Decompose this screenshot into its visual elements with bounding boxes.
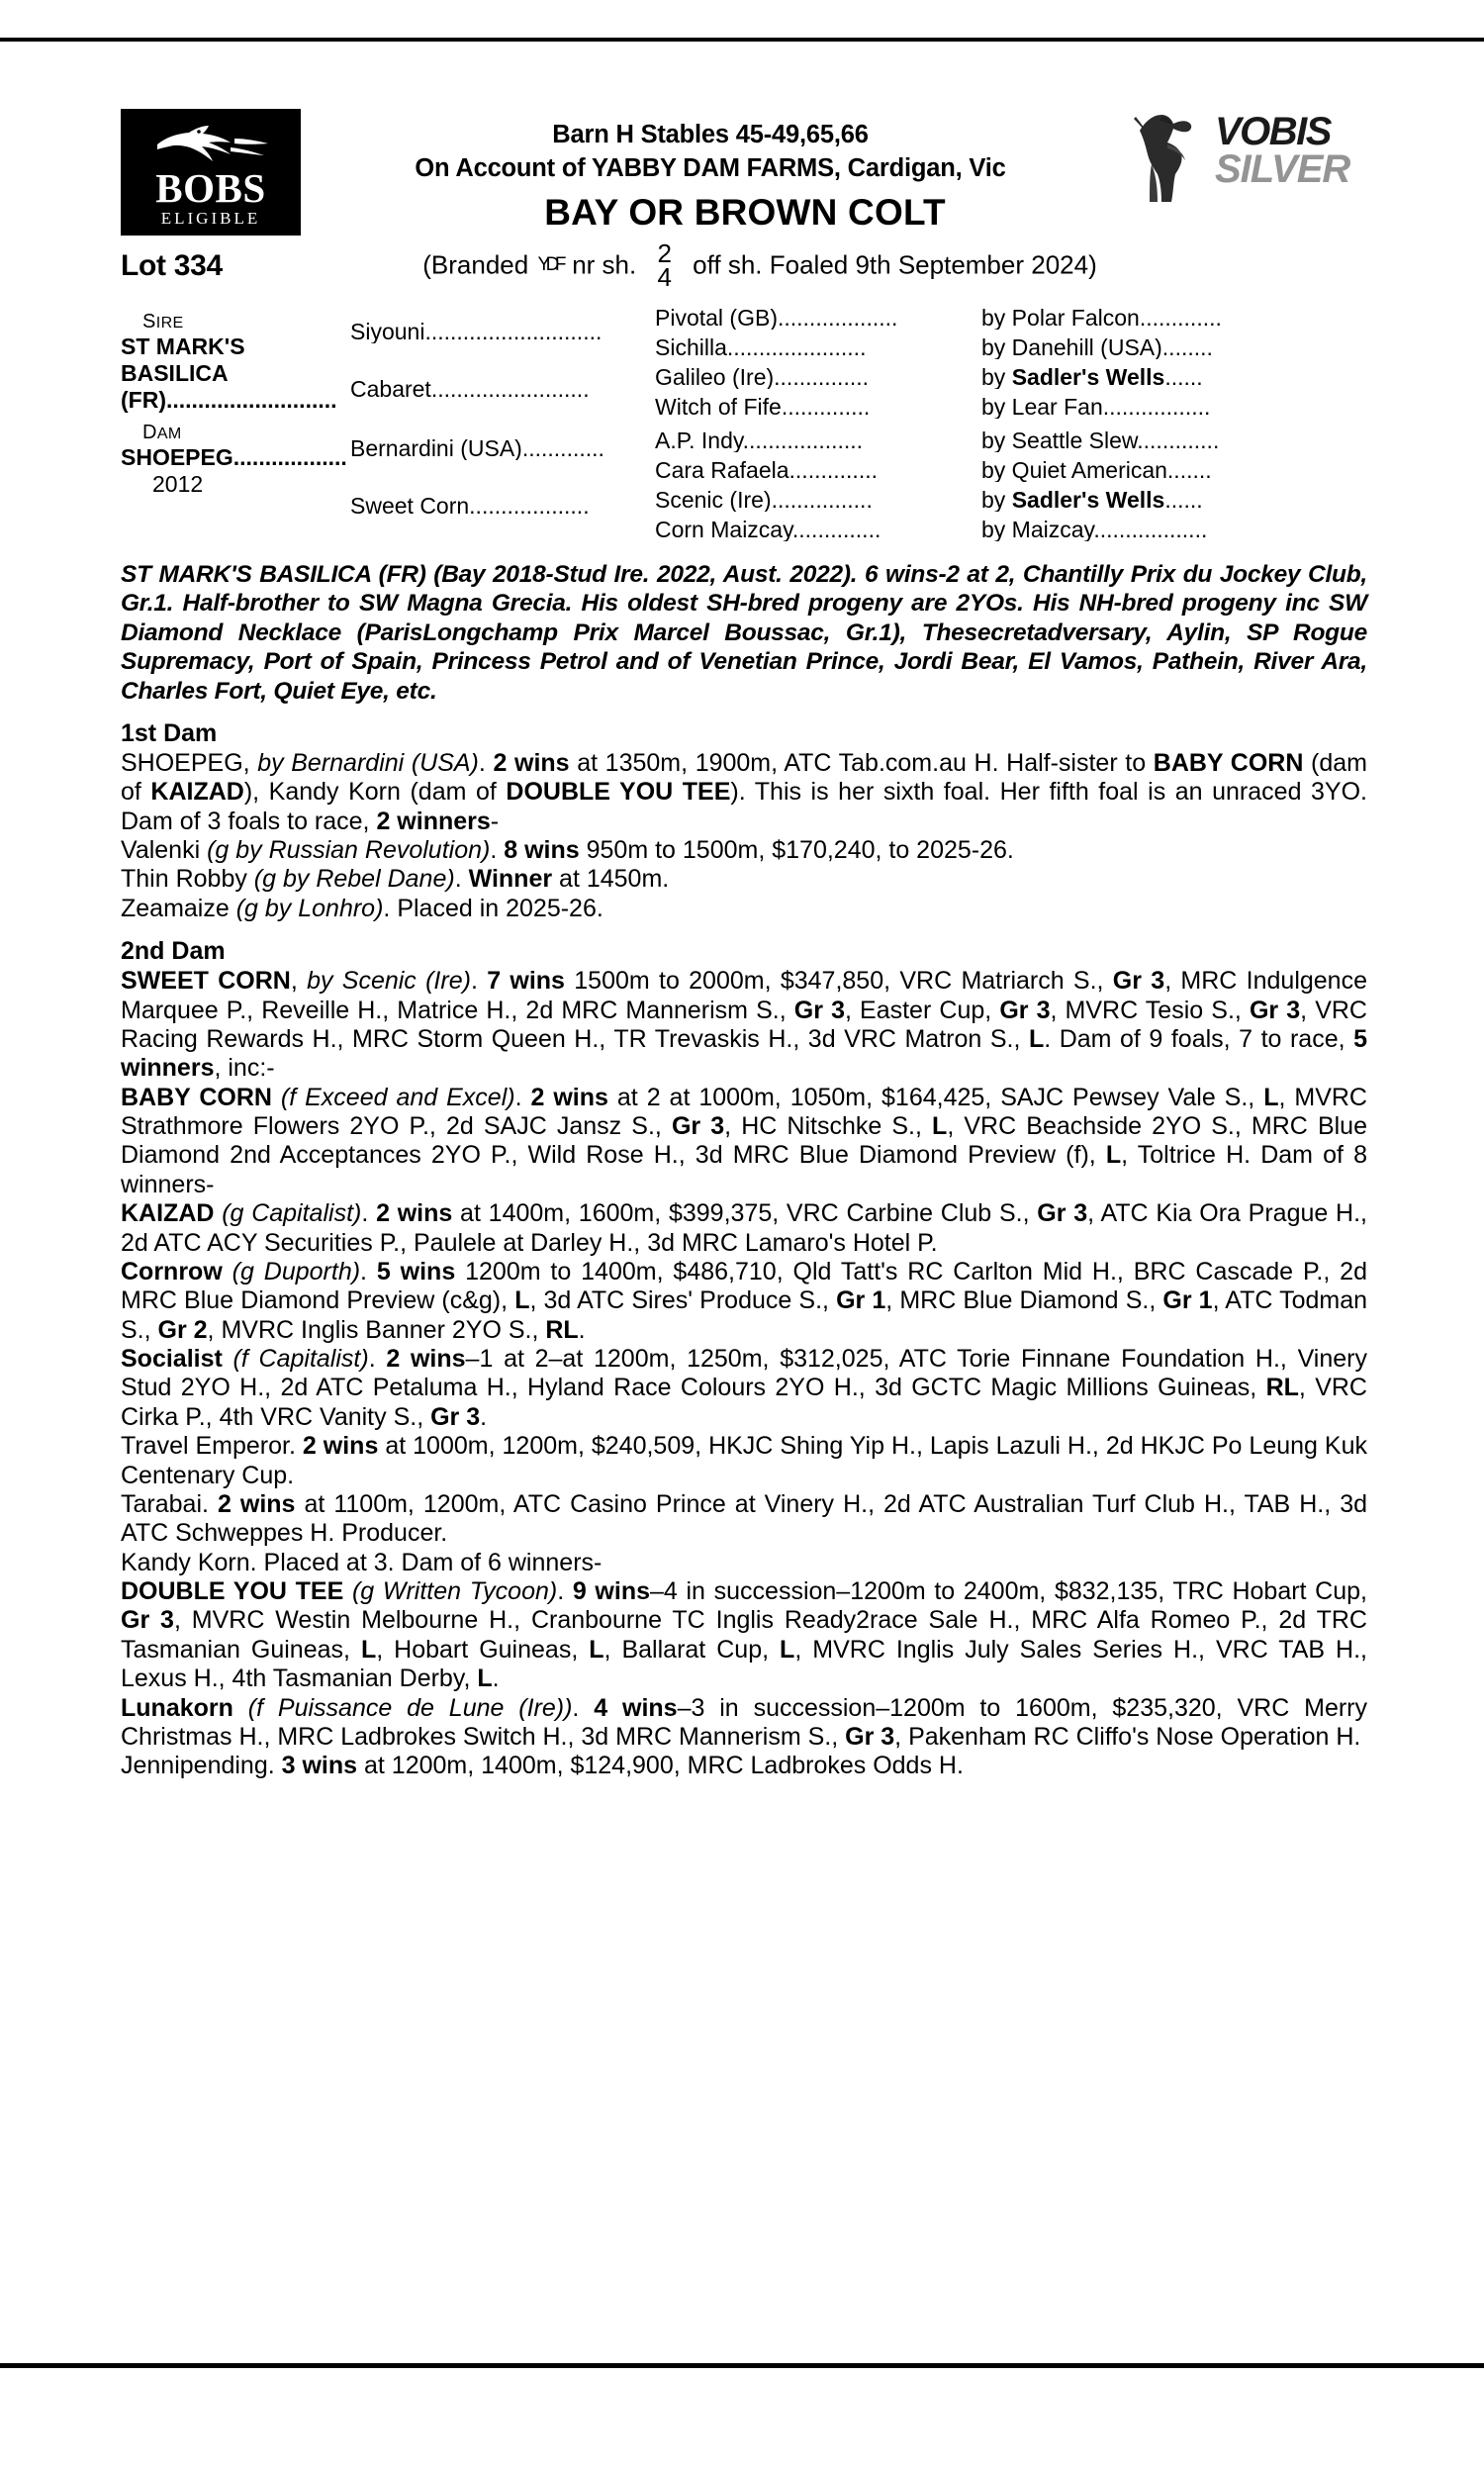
second-dam-heading: 2nd Dam — [121, 937, 226, 966]
account-line: On Account of YABBY DAM FARMS, Cardigan, Vic — [415, 153, 1006, 182]
sire-name-suffix: (FR)........................... — [121, 387, 337, 414]
brand-mark-icon: YDF — [537, 254, 562, 276]
bobs-wordmark: BOBS — [155, 164, 266, 211]
pedigree-note-entry: Cornrow (g Duporth). 5 wins 1200m to 1400m, $486,710, Qld Tatt's RC Carlton Mid H., BRC Cascade P., 2d MRC Blue Diamond Preview (c&g), L, 3d ATC Sires' Produce S., Gr 1, MRC Blue Diamond S., Gr 1, ATC Todman S., Gr 2, MVRC Inglis Banner 2YO S., RL. — [121, 1257, 1368, 1344]
branded-mid: nr sh. — [572, 249, 637, 280]
sire-description: ST MARK'S BASILICA (FR) (Bay 2018-Stud Ire. 2022, Aust. 2022). 6 wins-2 at 2, Chantilly Prix du Jockey Club, Gr.1. Half-brother to SW Magna Grecia. His oldest SH-bred progeny are 2YOs. His NH-bred progeny inc SW Diamond Necklace (ParisLongchamp Prix Marcel Boussac, Gr.1), Thesecretadversary, Aylin, SP Rogue Supremacy, Port of Spain, Princess Petrol and of Venetian Prince, Jordi Bear, El Vamos, Pathein, River Ara, Charles Fort, Quiet Eye, etc. — [121, 561, 1367, 705]
brand-fraction — [657, 238, 672, 293]
bobs-eligible-logo — [121, 109, 301, 236]
pedigree-note-entry: SHOEPEG, by Bernardini (USA). 2 wins at 1350m, 1900m, ATC Tab.com.au H. Half-sister to BABY CORN (dam of KAIZAD), Kandy Korn (dam of DOUBLE YOU TEE). This is her sixth foal. Her fifth foal is an unraced 3YO. Dam of 3 foals to race, 2 winners- — [121, 748, 1367, 835]
bobs-eligible-text: ELIGIBLE — [160, 208, 261, 228]
pedigree-table — [121, 305, 1367, 552]
page-content — [121, 109, 1367, 1781]
pedigree-g3-3: Witch of Fife.............. by Lear Fan................. — [655, 396, 1211, 419]
pedigree-g2-2: Bernardini (USA)............. — [350, 437, 604, 460]
pedigree-note-entry: Zeamaize (g by Lonhro). Placed in 2025-26. — [121, 894, 603, 922]
pedigree-g3-4: A.P. Indy................... by Seattle Slew............. — [655, 429, 1220, 452]
dam-year: 2012 — [152, 471, 204, 498]
pedigree-g3-2: Galileo (Ire)............... by Sadler's Wells...... — [655, 366, 1203, 389]
pedigree-g2-1: Cabaret......................... — [350, 378, 590, 401]
branding-line — [301, 238, 1219, 293]
sire-caption: SIRE — [142, 311, 184, 333]
pedigree-note-entry: DOUBLE YOU TEE (g Written Tycoon). 9 wins–4 in succession–1200m to 2400m, $832,135, TRC Hobart Cup, Gr 3, MVRC Westin Melbourne H., Cranbourne TC Inglis Ready2race Sale H., MRC Alfa Romeo P., 2d TRC Tasmanian Guineas, L, Hobart Guineas, L, Ballarat Cup, L, MVRC Inglis July Sales Series H., VRC TAB H., Lexus H., 4th Tasmanian Derby, L. — [121, 1577, 1368, 1693]
barn-consignor-block — [301, 119, 1120, 185]
dam-caption: DAM — [142, 422, 182, 443]
pedigree-note-entry: Tarabai. 2 wins at 1100m, 1200m, ATC Casino Prince at Vinery H., 2d ATC Australian Turf Club H., TAB H., 3d ATC Schweppes H. Producer. — [121, 1489, 1368, 1548]
pedigree-g2-3: Sweet Corn................... — [350, 495, 590, 518]
first-dam-entries — [121, 749, 1367, 923]
pedigree-note-entry: BABY CORN (f Exceed and Excel). 2 wins at 2 at 1000m, 1050m, $164,425, SAJC Pewsey Vale S., L, MVRC Strathmore Flowers 2YO P., 2d SAJC Jansz S., Gr 3, HC Nitschke S., L, VRC Beachside 2YO S., MRC Blue Diamond 2nd Acceptances 2YO P., Wild Rose H., 3d MRC Blue Diamond Preview (f), L, Toltrice H. Dam of 8 winners- — [121, 1083, 1367, 1198]
bobs-horse-icon — [147, 121, 274, 164]
pedigree-g3-5: Cara Rafaela.............. by Quiet American....... — [655, 459, 1212, 482]
pedigree-g3-0: Pivotal (GB)................... by Polar Falcon............. — [655, 307, 1222, 330]
pedigree-note-entry: Jennipending. 3 wins at 1200m, 1400m, $124,900, MRC Ladbrokes Odds H. — [121, 1752, 964, 1780]
page-title: BAY OR BROWN COLT — [544, 192, 946, 233]
vobis-silver-logo — [1128, 107, 1367, 206]
barn-line: Barn H Stables 45-49,65,66 — [552, 121, 869, 148]
lot-number: Lot 334 — [121, 249, 223, 282]
pedigree-note-entry: Travel Emperor. 2 wins at 1000m, 1200m, $240,509, HKJC Shing Yip H., Lapis Lazuli H., 2d HKJC Po Leung Kuk Centenary Cup. — [121, 1432, 1367, 1489]
second-dam-entries — [121, 967, 1367, 1781]
pedigree-g3-1: Sichilla...................... by Danehill (USA)........ — [655, 336, 1213, 359]
pedigree-g3-6: Scenic (Ire)................ by Sadler's Wells...... — [655, 489, 1203, 512]
dam-name: SHOEPEG.................. — [121, 444, 347, 470]
page-bottom-rule — [0, 2363, 1484, 2368]
pedigree-note-entry: Kandy Korn. Placed at 3. Dam of 6 winners- — [121, 1548, 603, 1576]
vobis-text-bottom: SILVER — [1215, 147, 1350, 192]
pedigree-note-entry: Socialist (f Capitalist). 2 wins–1 at 2–at 1200m, 1250m, $312,025, ATC Torie Finnane Foundation H., Vinery Stud 2YO H., 2d ATC Petaluma H., Hyland Race Colours 2YO H., 3d GCTC Magic Millions Guineas, RL, VRC Cirka P., 4th VRC Vanity S., Gr 3. — [121, 1345, 1367, 1431]
pedigree-g3-7: Corn Maizcay.............. by Maizcay.................. — [655, 519, 1208, 541]
pedigree-note-entry: SWEET CORN, by Scenic (Ire). 7 wins 1500m to 2000m, $347,850, VRC Matriarch S., Gr 3, MRC Indulgence Marquee P., Reveille H., Matrice H., 2d MRC Mannerism S., Gr 3, Easter Cup, Gr 3, MVRC Tesio S., Gr 3, VRC Racing Rewards H., MRC Storm Queen H., TR Trevaskis H., 3d VRC Matron S., L. Dam of 9 foals, 7 to race, 5 winners, inc:- — [121, 967, 1367, 1083]
vobis-text-top: VOBIS — [1215, 110, 1331, 153]
pedigree-g2-0: Siyouni............................ — [350, 321, 603, 343]
pedigree-note-entry: Lunakorn (f Puissance de Lune (Ire)). 4 wins–3 in succession–1200m to 1600m, $235,320, VRC Merry Christmas H., MRC Ladbrokes Switch H., 3d MRC Mannerism S., Gr 3, Pakenham RC Cliffo's Nose Operation H. — [121, 1693, 1367, 1751]
vobis-wordmark — [1215, 110, 1350, 192]
branded-prefix: (Branded — [422, 249, 529, 280]
page-header — [121, 109, 1367, 293]
vobis-jockey-icon — [1128, 109, 1211, 204]
pedigree-note-entry: Valenki (g by Russian Revolution). 8 wins 950m to 1500m, $170,240, to 2025-26. — [121, 836, 1014, 865]
brand-denominator: 4 — [657, 262, 672, 293]
brand-numerator: 2 — [657, 238, 672, 268]
pedigree-note-entry: KAIZAD (g Capitalist). 2 wins at 1400m, 1600m, $399,375, VRC Carbine Club S., Gr 3, ATC Kia Ora Prague H., 2d ATC ACY Securities P., Paulele at Darley H., 3d MRC Lamaro's Hotel P. — [121, 1199, 1367, 1257]
sire-name: ST MARK'S BASILICA — [121, 333, 245, 387]
pedigree-note-entry: Thin Robby (g by Rebel Dane). Winner at 1450m. — [121, 865, 670, 894]
page-top-rule — [0, 38, 1484, 42]
branded-suffix: off sh. Foaled 9th September 2024) — [693, 249, 1097, 280]
first-dam-heading: 1st Dam — [121, 718, 218, 747]
